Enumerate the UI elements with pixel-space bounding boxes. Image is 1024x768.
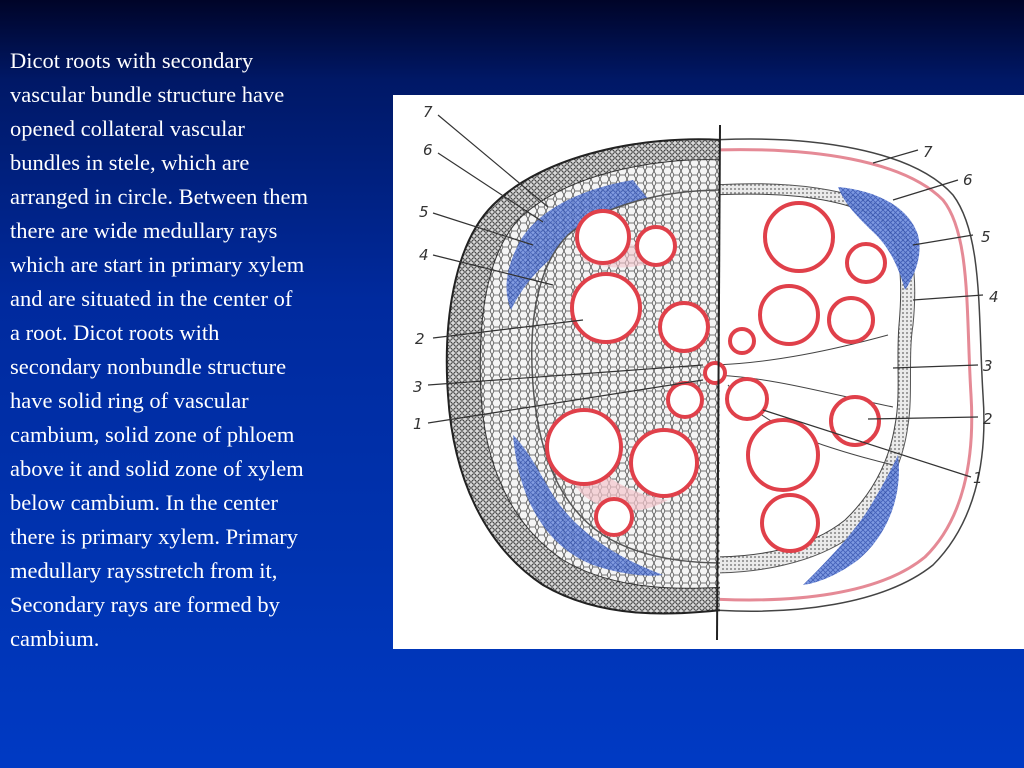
xylem-vessel [730, 329, 754, 353]
right-half-schematic-view [713, 139, 984, 611]
xylem-vessel [631, 430, 697, 496]
xylem-vessel [547, 410, 621, 484]
label-right-5: 5 [981, 228, 991, 246]
label-right-1: 1 [973, 469, 983, 487]
xylem-vessel [829, 298, 873, 342]
label-left-3: 3 [413, 378, 423, 396]
xylem-vessel [637, 227, 675, 265]
label-right-6: 6 [963, 171, 973, 189]
xylem-vessel [831, 397, 879, 445]
label-left-5: 5 [419, 203, 429, 221]
root-cross-section-figure [393, 95, 1024, 649]
root-cross-section-drawing [393, 95, 1024, 649]
left-half-cellular-view [447, 139, 723, 613]
xylem-vessel [577, 211, 629, 263]
xylem-vessel [847, 244, 885, 282]
label-left-4: 4 [419, 246, 429, 264]
xylem-vessel [760, 286, 818, 344]
xylem-vessel [727, 379, 767, 419]
label-right-2: 2 [983, 410, 993, 428]
label-right-7: 7 [923, 143, 933, 161]
xylem-vessel [765, 203, 833, 271]
slide-body-text: Dicot roots with secondary vascular bundle structure have opened collateral vascular bundles in stele, which are arranged in circle. Between them there are wide medullary rays which are start in primary xylem and are situated in the center of a root. Dicot roots with secondary nonbundle structure have solid ring of vascular cambium, solid zone of phloem above it and solid zone of xylem below cambium. In the center there is primary xylem. Primary medullary raysstretch from it, Secondary rays are formed by cambium. [10, 48, 308, 651]
xylem-vessel [762, 495, 818, 551]
xylem-vessel [705, 363, 725, 383]
xylem-vessel [660, 303, 708, 351]
label-right-3: 3 [983, 357, 993, 375]
xylem-vessel [748, 420, 818, 490]
xylem-vessel [596, 499, 632, 535]
label-right-4: 4 [989, 288, 999, 306]
label-left-6: 6 [423, 141, 433, 159]
xylem-vessel [668, 383, 702, 417]
label-left-7: 7 [423, 103, 433, 121]
xylem-vessel [572, 274, 640, 342]
left-labels [413, 103, 433, 433]
label-left-1: 1 [413, 415, 423, 433]
label-left-2: 2 [415, 330, 425, 348]
